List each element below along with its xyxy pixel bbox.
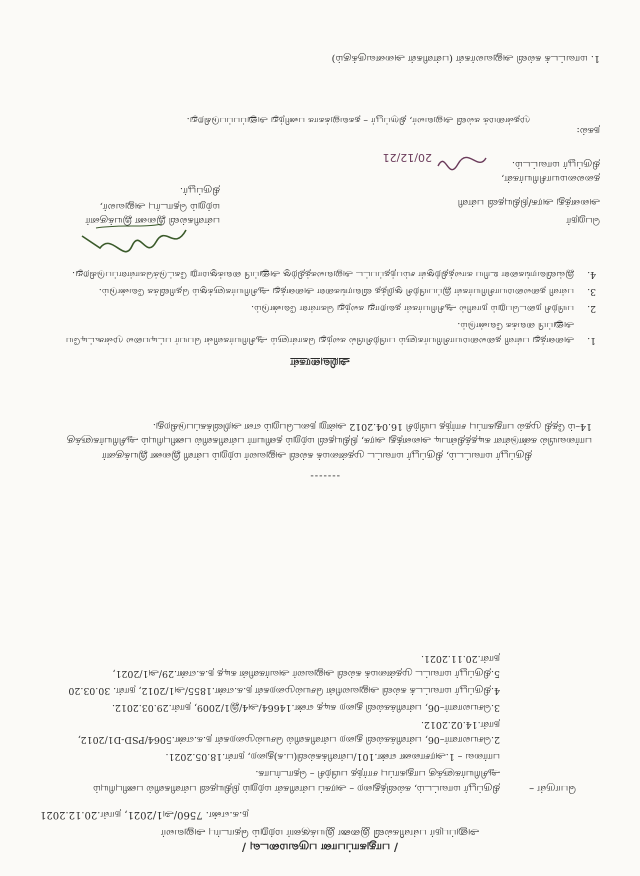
reference-item: 3.செயலாளர்–06, பள்ளிக்கல்வி துறை கடித எண்.14664/அ4/இ1/2009, நாள்.29.03.2012.: [111, 702, 500, 713]
footer-note: 1. மாவட்டக் கல்வி அலுவலர்கள் (பள்ளிகள் அனைவருக்கும்): [331, 53, 600, 64]
separator: -------: [309, 470, 340, 481]
directions-list: [44, 265, 596, 348]
recipient-line: தலைமையாசிரியர்கள்,: [501, 173, 600, 184]
direction-item: [44, 318, 596, 348]
handwritten-signature: [72, 218, 192, 258]
direction-number: 4.: [587, 269, 596, 280]
references-block: [60, 649, 500, 796]
direction-text: பயிற்சி நடைபெறும் நாளில் ஆசிரியர்கள் தவறாது கலந்து கொள்ள வேண்டும்.: [251, 303, 574, 314]
reference-item: 4.திருப்பூர் மாவட்டக் கல்வி அலுவலரின் செயல்முறைகள் ந.க.எண்.1855/அ1/2012, நாள். 30.03.20: [68, 685, 500, 696]
handwritten-initial-with-date: [380, 140, 490, 176]
signature-date: 20/12/21: [382, 151, 432, 164]
direction-text: அனைத்து பள்ளி தலைமையாசிரியர்களும் பயிற்சியில் கலந்து கொள்ளும் ஆசிரியர்களின் பெயர் பட்டியலை முன்கூட்டியே அனுப்பி வைக்க வேண்டும்.: [65, 320, 574, 346]
body-paragraph: திருப்பூர் மாவட்டம், திருப்பூர் மாவட்ட முதன்மைக் கல்வி அலுவலர் மற்றும் பள்ளி இணை இயக்குனர் பார்வையில் கண்டுள்ள கடிதத்தின்படி அனைத்து அரசு, நிதியுதவி மற்றும் தனியார் பள்ளிகளில் பணிபுரியும் ஆசிரியர்களுக்கு 14–ம் தேதி முதல் பாதுகாப்பு சார்ந்த பயிற்சி 16.04.2012 அன்று நடைபெறும் என அறிவிக்கப்படுகிறது.: [66, 421, 592, 461]
recipient-line: திருப்பூர் மாவட்டம்.: [511, 159, 600, 170]
section-title: அறிவுரைகள்: [290, 357, 350, 368]
sender-line: அனுப்புநர் பள்ளிகல்வி இணை இயக்குனர் மற்றும் தொடர்பு அலுவலர்: [160, 827, 480, 838]
direction-item: [44, 301, 596, 316]
direction-item: [44, 267, 596, 282]
signatory-place: திருப்பூர்.: [179, 185, 220, 196]
reference-item: பார்வை – 1.அரசாணை எண்.101/பள்ளிக்கல்வி(ப.க)துறை, நாள்.18.05.2021.: [165, 751, 500, 762]
reference-number: ந.க.எண். 7560/அ1/2021, நாள்.20.12.2021: [40, 809, 249, 820]
direction-number: 2.: [587, 303, 596, 314]
direction-number: 1.: [587, 335, 596, 346]
signatory-title: பள்ளிகல்வி இணை இயக்குனர்: [85, 215, 220, 226]
direction-text: இவ்விவரங்களை உரிய காலத்திற்குள் சம்பந்தப்பட்ட அலுவலகத்திற்கு அனுப்பி வைக்குமாறு கேட்டுக்கொள்ளப்படுகிறது.: [72, 269, 574, 280]
recipient-line: அனைத்து அரசு/நிதியுதவி பள்ளி: [457, 197, 600, 208]
recipient-label: பெறுநர்: [566, 215, 600, 226]
copy-label: நகல்:: [576, 125, 600, 136]
copy-text: முதன்மைக் கல்வி அலுவலர், திருப்பூர் – தகவலுக்காக பணிந்து அனுப்பப்படுகிறது.: [186, 115, 530, 126]
direction-text: பள்ளி தலைமையாசிரியர்கள் இப்பயிற்சி குறித்த விவரங்களை அனைத்து ஆசிரியர்களுக்கும் தெரிவிக்க வேண்டும்.: [98, 286, 574, 297]
subject-label: பொருள் –: [529, 783, 576, 794]
signatory-line: மற்றும் தொடர்பு அலுவலர்,: [99, 201, 220, 212]
direction-item: [44, 284, 596, 299]
document-title: / பாதுகாப்பான பருவமடைவு /: [242, 841, 399, 854]
reference-item: 2.செயலாளர்–06, பள்ளிக்கல்வி துறை பள்ளிகளில் செயல்முறைகள் ந.க.எண்.5064/PSD-D1/2012, நாள்.14.02.2012.: [77, 719, 500, 745]
reference-item: 5.திருப்பூர் மாவட்ட முதன்மைக் கல்வி அலுவலர் அவர்களின் கடித ந.க.எண்.29/அ1/2021, நாள்.20.11.2021.: [112, 653, 500, 679]
direction-number: 3.: [587, 286, 596, 297]
reference-item: திருப்பூர் மாவட்டம், கல்வித்துறை – அரசுப் பள்ளிகள் மற்றும் நிதியுதவி பள்ளிகளில் பணிபுரியும் ஆசிரியர்களுக்கு பாதுகாப்பு சார்ந்த பயிற்சி – தொடர்பாக.: [93, 768, 500, 794]
